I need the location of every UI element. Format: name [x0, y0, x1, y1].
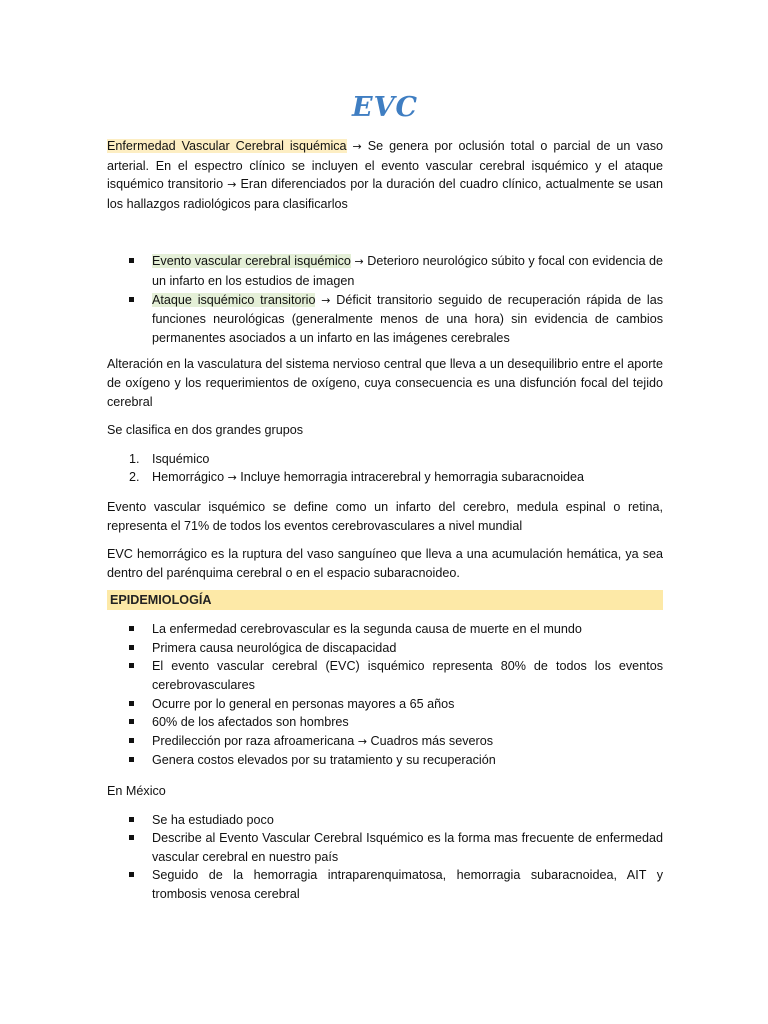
epidemiology-list: [107, 620, 663, 770]
mexico-heading: En México: [107, 784, 166, 799]
type-desc: Déficit transitorio seguido de recuperación rápida de las funciones neurológicas (generalmente menos de una hora) sin evidencia de cambios permanentes asociados a un infarto en las imágenes cerebrales: [152, 292, 664, 345]
list-item: Seguido de la hemorragia intraparenquimatosa, hemorragia subaracnoidea, AIT y trombosis venosa cerebral: [107, 866, 663, 903]
intro-term: Enfermedad Vascular Cerebral isquémica: [107, 139, 347, 153]
mexico-list: [107, 811, 663, 904]
hemorrhagic-definition: EVC hemorrágico es la ruptura del vaso sanguíneo que lleva a una acumulación hemática, ya sea dentro del parénquima cerebral o en el espacio subaracnoideo.: [107, 547, 663, 580]
list-item: Se ha estudiado poco: [107, 811, 663, 830]
arrow-icon: →: [227, 178, 237, 192]
types-list: [107, 252, 663, 347]
intro-text-2: Eran diferenciados por la duración del cuadro clínico, actualmente se usan los hallazgos radiológicos para clasificarlos: [107, 177, 663, 211]
epidemiology-heading: EPIDEMIOLOGÍA: [107, 590, 663, 610]
list-item: Ocurre por lo general en personas mayores a 65 años: [107, 695, 663, 714]
classification-list: [107, 450, 663, 488]
arrow-icon: →: [352, 140, 362, 153]
list-number: 2.: [129, 470, 140, 485]
list-item: [107, 450, 663, 469]
list-item: Primera causa neurológica de discapacidad: [107, 639, 663, 658]
list-item: [107, 468, 663, 488]
type-desc: Deterioro neurológico súbito y focal con evidencia de un infarto en los estudios de imagen: [152, 254, 663, 288]
document-content: [107, 92, 663, 912]
list-item: Genera costos elevados por su tratamiento y su recuperación: [107, 751, 663, 770]
classification-intro: Se clasifica en dos grandes grupos: [107, 423, 304, 438]
list-item: 60% de los afectados son hombres: [107, 713, 663, 732]
list-text: Predilección por raza afroamericana: [152, 733, 358, 748]
list-item: [107, 291, 663, 348]
list-item: El evento vascular cerebral (EVC) isquémico representa 80% de todos los eventos cerebrovasculares: [107, 657, 663, 694]
definition-paragraph: Alteración en la vasculatura del sistema nervioso central que lleva a un desequilibrio entre el aporte de oxígeno y los requerimientos de oxígeno, cuya consecuencia es una disfunción focal del tejido cerebral: [107, 357, 663, 409]
list-text: Isquémico: [152, 451, 210, 466]
intro-paragraph: [107, 137, 663, 213]
list-text-extra: Incluye hemorragia intracerebral y hemorragia subaracnoidea: [236, 470, 585, 485]
type-term: Ataque isquémico transitorio: [152, 292, 316, 307]
list-item: La enfermedad cerebrovascular es la segunda causa de muerte en el mundo: [107, 620, 663, 639]
list-item: [107, 732, 663, 752]
list-text-extra: Cuadros más severos: [367, 733, 494, 748]
type-term: Evento vascular cerebral isquémico: [152, 254, 351, 269]
arrow-icon: →: [354, 255, 364, 269]
ischemic-definition: Evento vascular isquémico se define como un infarto del cerebro, medula espinal o retina, representa el 71% de todos los eventos cerebrovasculares a nivel mundial: [107, 499, 663, 533]
arrow-icon: →: [321, 293, 331, 307]
document-title: EVC: [351, 92, 419, 123]
arrow-icon: →: [227, 471, 237, 485]
list-item: Describe al Evento Vascular Cerebral Isquémico es la forma mas frecuente de enfermedad vascular cerebral en nuestro país: [107, 829, 663, 866]
intro-text: Se genera por oclusión total o parcial de un vaso arterial. En el espectro clínico se incluyen el evento vascular cerebral isquémico y el ataque isquémico transitorio: [107, 139, 663, 192]
spacer: [107, 213, 663, 252]
list-text: Hemorrágico: [152, 470, 228, 485]
arrow-icon: →: [357, 734, 368, 748]
list-number: 1.: [129, 451, 140, 466]
list-item: [107, 252, 663, 290]
